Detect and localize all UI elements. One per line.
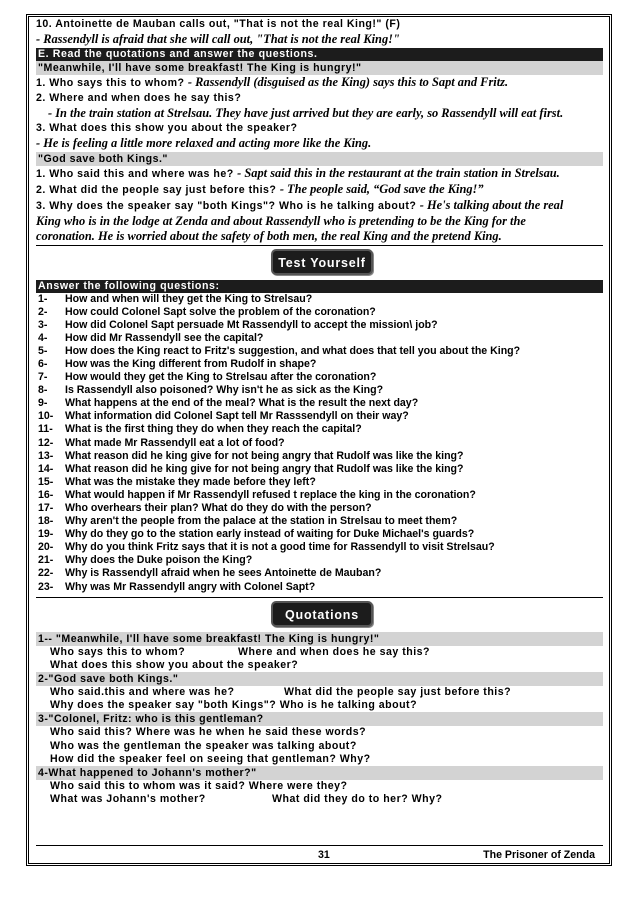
question-number: 22- — [38, 567, 54, 580]
quotation-block-2-header: 2-"God save both Kings." — [36, 672, 603, 686]
question-number: 6- — [38, 357, 48, 370]
quotation-block-4-header: 4-What happened to Johann's mother?" — [36, 766, 603, 780]
quote1-question-3: 3. What does this show you about the speaker? — [36, 122, 298, 134]
question-text: What is the first thing they do when they reach the capital? — [65, 423, 362, 436]
page-footer — [36, 845, 603, 862]
question-number: 5- — [38, 344, 48, 357]
test-question — [38, 437, 603, 450]
quote-question: What did the people say just before this? — [284, 686, 512, 699]
answer-text: - The people said, “God save the King!” — [279, 181, 484, 196]
quotation-block-2-row-2: Why does the speaker say "both Kings"? Who is he talking about? — [50, 699, 418, 712]
question-number: 20- — [38, 541, 54, 554]
question-number: 11- — [38, 423, 53, 436]
question-text: What reason did he king give for not being angry that Rudolf was like the king? — [65, 449, 464, 462]
question-number: 4- — [38, 331, 48, 344]
quote-question: Where and when does he say this? — [238, 645, 431, 658]
quotation-block-3-row-2: Who was the gentleman the speaker was talking about? — [50, 739, 357, 752]
book-title: The Prisoner of Zenda — [483, 849, 595, 861]
question-label: 3. Why does the speaker say "both Kings"? Who is he talking about? — [36, 199, 420, 212]
test-question — [38, 489, 603, 502]
test-question — [38, 450, 603, 463]
test-questions-list — [36, 293, 603, 594]
answer-following-header: Answer the following questions: — [36, 280, 603, 293]
question-number: 8- — [38, 384, 48, 397]
quotation-block-2-row-1 — [36, 686, 603, 699]
quotation-block-4-row-2 — [36, 793, 603, 806]
question-text: Why do you think Fritz says that it is not a good time for Rassendyll to visit Strelsau? — [65, 541, 495, 554]
section-e-header: E. Read the quotations and answer the questions. — [36, 48, 603, 61]
question-text: Why aren't the people from the palace at the station in Strelsau to meet them? — [65, 515, 458, 528]
quote2-question-3 — [36, 198, 603, 214]
quote-question: Who said.this and where was he? — [50, 686, 235, 699]
quotation-block-3-row-1: Who said this? Where was he when he said these words? — [50, 726, 367, 739]
question-10-answer: - Rassendyll is afraid that she will call out, "That is not the real King!" — [36, 32, 400, 46]
test-question — [38, 319, 603, 332]
test-question — [38, 410, 603, 423]
question-label: 1. Who says this to whom? — [36, 76, 188, 89]
test-question — [38, 528, 603, 541]
quote1-answer-3: - He is feeling a little more relaxed and acting more like the King. — [36, 136, 372, 150]
answer-text: - He's talking about the real — [419, 197, 564, 212]
question-text: Why does the Duke poison the King? — [65, 554, 253, 567]
question-text: How did Colonel Sapt persuade Mt Rassendyll to accept the mission\ job? — [65, 318, 438, 331]
test-question — [38, 384, 603, 397]
question-text: Is Rassendyll also poisoned? Why isn't he as sick as the King? — [65, 384, 384, 397]
question-text: What happens at the end of the meal? What is the result the next day? — [65, 397, 419, 410]
quote-question: Who says this to whom? — [50, 645, 186, 658]
question-text: What was the mistake they made before they left? — [65, 475, 316, 488]
answer-text: - Sapt said this in the restaurant at the train station in Strelsau. — [237, 165, 560, 180]
test-question — [38, 463, 603, 476]
test-question — [38, 358, 603, 371]
quote-question: What did they do to her? Why? — [272, 793, 443, 806]
quotations-banner: Quotations — [271, 601, 373, 627]
question-number: 17- — [38, 502, 54, 514]
question-text: What would happen if Mr Rassendyll refused t replace the king in the coronation? — [65, 488, 476, 501]
question-text: How could Colonel Sapt solve the problem of the coronation? — [65, 305, 376, 318]
test-question — [38, 397, 603, 410]
quotation-block-1-row-2: What does this show you about the speaker? — [50, 658, 299, 671]
test-question — [38, 293, 603, 306]
question-number: 23- — [38, 580, 54, 593]
quotation-2: "God save both Kings." — [36, 152, 603, 166]
question-number: 12- — [38, 436, 54, 449]
question-number: 18- — [38, 515, 54, 528]
quotation-block-3-header: 3-"Colonel, Fritz: who is this gentleman? — [36, 712, 603, 726]
question-number: 21- — [38, 554, 54, 567]
question-text: How did Mr Rassendyll see the capital? — [65, 331, 264, 344]
test-question — [38, 554, 603, 567]
quote-question: What was Johann's mother? — [50, 793, 206, 806]
test-question — [38, 423, 603, 436]
question-text: Why is Rassendyll afraid when he sees Antoinette de Mauban? — [65, 567, 382, 580]
quotation-1: "Meanwhile, I'll have some breakfast! The King is hungry!" — [36, 61, 603, 75]
answer-text: - Rassendyll (disguised as the King) says this to Sapt and Fritz. — [187, 74, 509, 89]
question-number: 10- — [38, 410, 54, 423]
question-10: 10. Antoinette de Mauban calls out, "That is not the real King!" (F) — [36, 18, 401, 30]
test-question — [38, 581, 603, 594]
question-text: How and when will they get the King to Strelsau? — [65, 292, 313, 305]
quote2-question-2 — [36, 182, 603, 198]
question-text: How was the King different from Rudolf in shape? — [65, 357, 317, 370]
quotation-block-1-row-1 — [36, 646, 603, 659]
test-question — [38, 541, 603, 554]
quotation-block-1-header: 1-- "Meanwhile, I'll have some breakfast! The King is hungry!" — [36, 632, 603, 646]
test-yourself-banner: Test Yourself — [271, 249, 373, 275]
question-number: 2- — [38, 305, 48, 318]
question-text: How would they get the King to Strelsau after the coronation? — [65, 371, 377, 384]
quote1-question-2: 2. Where and when does he say this? — [36, 91, 242, 104]
quotation-block-4-row-1: Who said this to whom was it said? Where were they? — [50, 780, 348, 793]
test-question — [38, 515, 603, 528]
quote2-question-1 — [36, 166, 603, 182]
page-number: 31 — [318, 849, 330, 861]
question-text: What reason did he king give for not being angry that Rudolf was like the king? — [65, 462, 464, 475]
question-number: 16- — [38, 488, 54, 501]
question-number: 3- — [38, 318, 48, 331]
quotations-banner-wrap — [36, 598, 603, 632]
test-question — [38, 371, 603, 384]
question-label: 2. What did the people say just before this? — [36, 183, 280, 196]
question-number: 13- — [38, 449, 54, 462]
question-text: How does the King react to Fritz's suggestion, and what does that tell you about the King? — [65, 344, 521, 357]
question-number: 14- — [38, 462, 54, 475]
question-text: What made Mr Rassendyll eat a lot of food? — [65, 436, 285, 449]
quote1-question-1 — [36, 75, 603, 91]
test-yourself-banner-wrap — [36, 246, 603, 280]
question-number: 15- — [38, 475, 54, 488]
question-text: What information did Colonel Sapt tell Mr Rasssendyll on their way? — [65, 410, 409, 423]
question-text: Why do they go to the station early instead of waiting for Duke Michael's guards? — [65, 528, 475, 541]
question-number: 1- — [38, 292, 48, 305]
test-question — [38, 567, 603, 580]
question-number: 9- — [38, 397, 48, 410]
quote2-answer-3-line3: coronation. He is worried about the safety of both men, the real King and the pretend King. — [36, 229, 502, 243]
quotation-block-3-row-3: How did the speaker feel on seeing that gentleman? Why? — [50, 752, 371, 765]
quote1-answer-2: - In the train station at Strelsau. They have just arrived but they are early, so Rassendyll will eat first. — [48, 105, 564, 120]
quote2-answer-3-line2: King who is in the lodge at Zenda and about Rassendyll who is pretending to be the King for the — [36, 213, 526, 228]
page-content — [36, 17, 603, 806]
test-question — [38, 332, 603, 345]
test-question — [38, 306, 603, 319]
question-number: 7- — [38, 371, 48, 384]
test-question — [38, 345, 603, 358]
test-question — [38, 502, 603, 515]
question-text: Who overhears their plan? What do they do with the person? — [65, 502, 372, 514]
question-text: Why was Mr Rassendyll angry with Colonel Sapt? — [65, 580, 316, 593]
question-label: 1. Who said this and where was he? — [36, 167, 238, 180]
test-question — [38, 476, 603, 489]
question-number: 19- — [38, 528, 54, 541]
